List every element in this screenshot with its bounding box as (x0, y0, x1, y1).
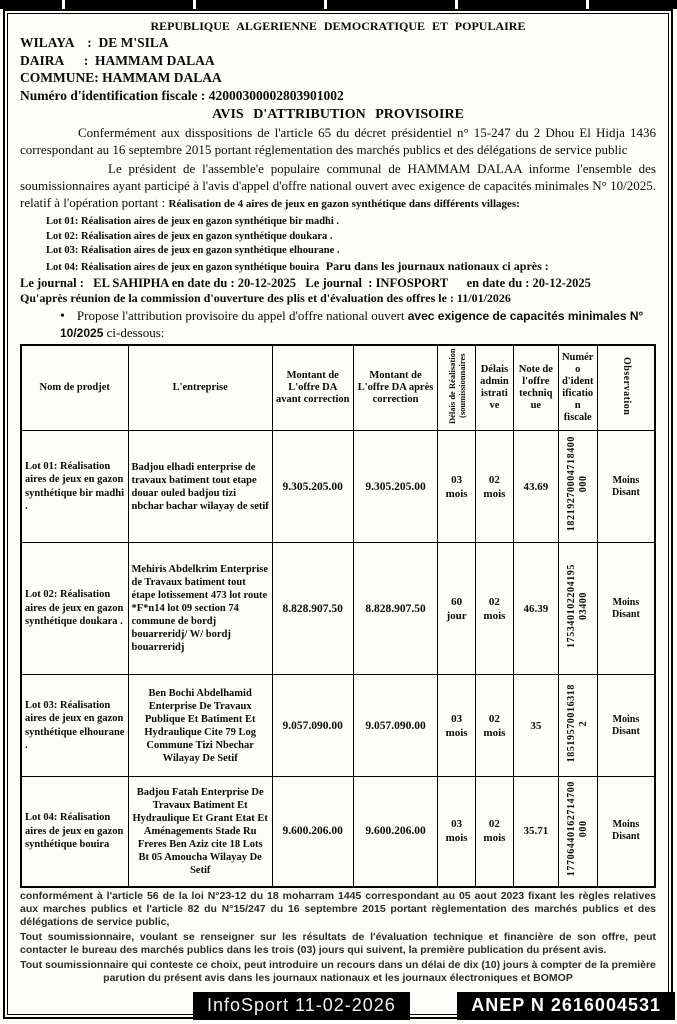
announcement-paragraph (20, 160, 656, 213)
journals-intro-text: Paru dans les journaux nationaux ci après : (325, 258, 549, 273)
amount-after-cell: 9.600.206.00 (353, 777, 438, 887)
wilaya-line: WILAYA : DE M'SILA (20, 35, 169, 50)
table-header-row (21, 345, 655, 431)
col-header-completion-delay (438, 345, 475, 431)
legal-reference-paragraph: Confermément aux disspositions de l'article 65 du décret présidentiel n° 15-247 du 2 Dhou El Hidja 1436 correspondant au 16 septembre 2015 portant réglementation des marchés publics et des délégations de service public (20, 125, 656, 157)
fiscal-id-line: Numéro d'identification fiscale : 42000300002803901002 (20, 87, 344, 103)
observation-cell: Moins Disant (597, 675, 655, 777)
company-cell: Badjou Fatah Enterprise De Travaux Batiment Et Hydraulique Et Grant Etat Et Aménagements Stade Ru Freres Ben Aziz cite 18 Lots Bt 05 Amoucha Wilayay De Setif (128, 777, 272, 887)
amount-before-cell: 9.305.205.00 (272, 431, 353, 543)
bullet-icon: • (60, 309, 65, 324)
company-cell: Ben Bochi Abdelhamid Enterprise De Travaux Publique Et Batiment Et Hydraulique Cite 79 Log Commune Tizi Nbechar Wilayay De Setif (128, 675, 272, 777)
journal-date-stamp: InfoSport 11-02-2026 (193, 992, 410, 1020)
col-header-amount-before: Montant de L'offre DA avant correction (272, 345, 353, 431)
page-border-frame (3, 9, 673, 1019)
table-row-lot-02 (21, 543, 655, 675)
table-row-lot-01 (21, 431, 655, 543)
announcement-text: Le président de l'assemble'e populaire communal de HAMMAM DALAA informe l'ensemble des soumissionnaires ayant participé à l'avis d'appel d'offre national ouvert avec exigence de capacités minimales N° 10/2025. relatif à l'opération portant : (20, 161, 656, 210)
technical-note-cell: 46.39 (514, 543, 558, 675)
col-header-company: L'entreprise (128, 345, 272, 431)
fiscal-id-vertical-text: 18519570016318 (565, 683, 577, 763)
observation-cell: Moins Disant (597, 777, 655, 887)
document-content (8, 14, 668, 985)
fiscal-id-cell (558, 777, 597, 887)
republic-title: REPUBLIQUE ALGERIENNE DEMOCRATIQUE ET POPULAIRE (150, 19, 526, 33)
lot-name-cell: Lot 03: Réalisation aires de jeux en gazon synthétique elhourane . (21, 675, 128, 777)
footer-legal-paragraph: conformément à l'article 56 de la loi N°23-12 du 18 moharram 1445 correspondant au 05 aout 2023 fixant les règles relatives aux marches publics et l'article 82 du N°15/247 du 16 septembre 2015 portant règlementation des marchés publics et des délégations de service public, (20, 889, 656, 928)
lot-line-1: Lot 01: Réalisation aires de jeux en gazon synthétique bir madhi . (46, 216, 340, 227)
table-row-lot-04 (21, 777, 655, 887)
page-border-frame-inner (7, 13, 669, 1015)
technical-note-cell: 43.69 (514, 431, 558, 543)
completion-delay-cell: 03 mois (438, 675, 475, 777)
lot-name-cell: Lot 02: Réalisation aires de jeux en gazon synthétique doukara . (21, 543, 128, 675)
lot-line-3: Lot 03: Réalisation aires de jeux en gazon synthétique elhourane . (46, 245, 340, 256)
fiscal-id-cell (558, 543, 597, 675)
fiscal-id-vertical-text-2: 000 (577, 475, 589, 493)
operation-title: Réalisation de 4 aires de jeux en gazon synthétique dans différents villages: (168, 198, 520, 210)
company-cell: Badjou elhadi enterprise de travaux batiment tout etape douar ouled badjou tizi nbchar bachar wilayay de setif (128, 431, 272, 543)
completion-delay-cell: 03 mois (438, 777, 475, 887)
lot-name-cell: Lot 04: Réalisation aires de jeux en gazon synthétique bouira (21, 777, 128, 887)
fiscal-id-vertical-text-2: 000 (577, 820, 589, 838)
footer-appeal-paragraph: Tout soumissionnaire qui conteste ce choix, peut introduire un recours dans un délai de dix (10) jours à compter de la première parution du présent avis dans les journaux nationaux et les journaux électroniques et BOMOP (20, 958, 656, 984)
fiscal-id-vertical-text-2: 03400 (577, 592, 589, 620)
fiscal-id-vertical-text: 175340102204195 (565, 564, 577, 648)
commission-meeting-line: Qu'après réunion de la commission d'ouverture des plis et d'évaluation des offres le : 11/01/2026 (20, 291, 511, 305)
col-header-project-name: Nom de prodjet (21, 345, 128, 431)
award-table (20, 344, 656, 888)
completion-delay-cell: 03 mois (438, 431, 475, 543)
amount-after-cell: 9.305.205.00 (353, 431, 438, 543)
amount-before-cell: 9.057.090.00 (272, 675, 353, 777)
lot-4-text: Lot 04: Réalisation aires de jeux en gazon synthétique bouira (46, 261, 320, 273)
lot-line-2: Lot 02: Réalisation aires de jeux en gazon synthétique doukara . (46, 230, 333, 242)
table-row-lot-03 (21, 675, 655, 777)
proposal-line (60, 308, 656, 341)
fiscal-id-vertical-text-2: 2 (577, 720, 589, 726)
company-cell: Mehiris Abdelkrim Enterprise de Travaux batiment tout étape lotissement 473 lot route *F*n14 lot 09 section 74 commune de bordj bouarreridj/ W/ bordj bouarreridj (128, 543, 272, 675)
fiscal-id-vertical-text: 18219270004718400 (565, 436, 577, 532)
fiscal-id-cell (558, 431, 597, 543)
lot-name-cell: Lot 01: Réalisation aires de jeux en gazon synthétique bir madhi . (21, 431, 128, 543)
col-header-amount-after: Montant de L'offre DA après correction (353, 345, 438, 431)
admin-delay-cell: 02 mois (475, 543, 513, 675)
proposal-text: Propose l'attribution provisoire du appel d'offre national ouvert (76, 308, 408, 323)
technical-note-cell: 35.71 (514, 777, 558, 887)
footer-results-paragraph: Tout soumissionnaire, voulant se renseigner sur les résultats de l'évaluation technique et financière de son offre, peut contacter le bureau des marchés publics dans les trois (03) jours qui suivent, la première publication du présent avis. (20, 930, 656, 956)
notice-title: AVIS D'ATTRIBUTION PROVISOIRE (212, 107, 464, 122)
observation-cell: Moins Disant (597, 431, 655, 543)
scan-artifact-top-band (0, 0, 677, 9)
commune-line: COMMUNE: HAMMAM DALAA (20, 70, 222, 85)
col-header-observation (597, 345, 655, 431)
journal-publication-line: Le journal : EL SAHIPHA en date du : 20-12-2025 Le journal : INFOSPORT en date du : 20-12-2025 (20, 276, 591, 290)
proposal-bold-text: avec exigence de capacités minimales N° 10/2025 (60, 309, 644, 340)
amount-before-cell: 8.828.907.50 (272, 543, 353, 675)
technical-note-cell: 35 (514, 675, 558, 777)
proposal-tail-text: ci-dessous: (103, 325, 165, 340)
completion-delay-cell: 60 jour (438, 543, 475, 675)
amount-after-cell: 9.057.090.00 (353, 675, 438, 777)
observation-vertical-text: Observation (620, 356, 632, 416)
completion-delay-vertical-text: Délais de Réalisation (soumissionnaires (446, 348, 467, 424)
col-header-admin-delay: Délais administrative (475, 345, 513, 431)
amount-before-cell: 9.600.206.00 (272, 777, 353, 887)
amount-after-cell: 8.828.907.50 (353, 543, 438, 675)
fiscal-id-cell (558, 675, 597, 777)
col-header-technical-note: Note de l'offre technique (514, 345, 558, 431)
observation-cell: Moins Disant (597, 543, 655, 675)
admin-delay-cell: 02 mois (475, 777, 513, 887)
fiscal-id-vertical-text: 17706440162714700 (565, 781, 577, 877)
col-header-fiscal-id: Numéro d'identification fiscale (558, 345, 597, 431)
admin-delay-cell: 02 mois (475, 431, 513, 543)
anep-number-stamp: ANEP N 2616004531 (457, 992, 675, 1020)
lot-line-4 (46, 259, 656, 276)
daira-line: DAIRA : HAMMAM DALAA (20, 52, 215, 68)
admin-delay-cell: 02 mois (475, 675, 513, 777)
